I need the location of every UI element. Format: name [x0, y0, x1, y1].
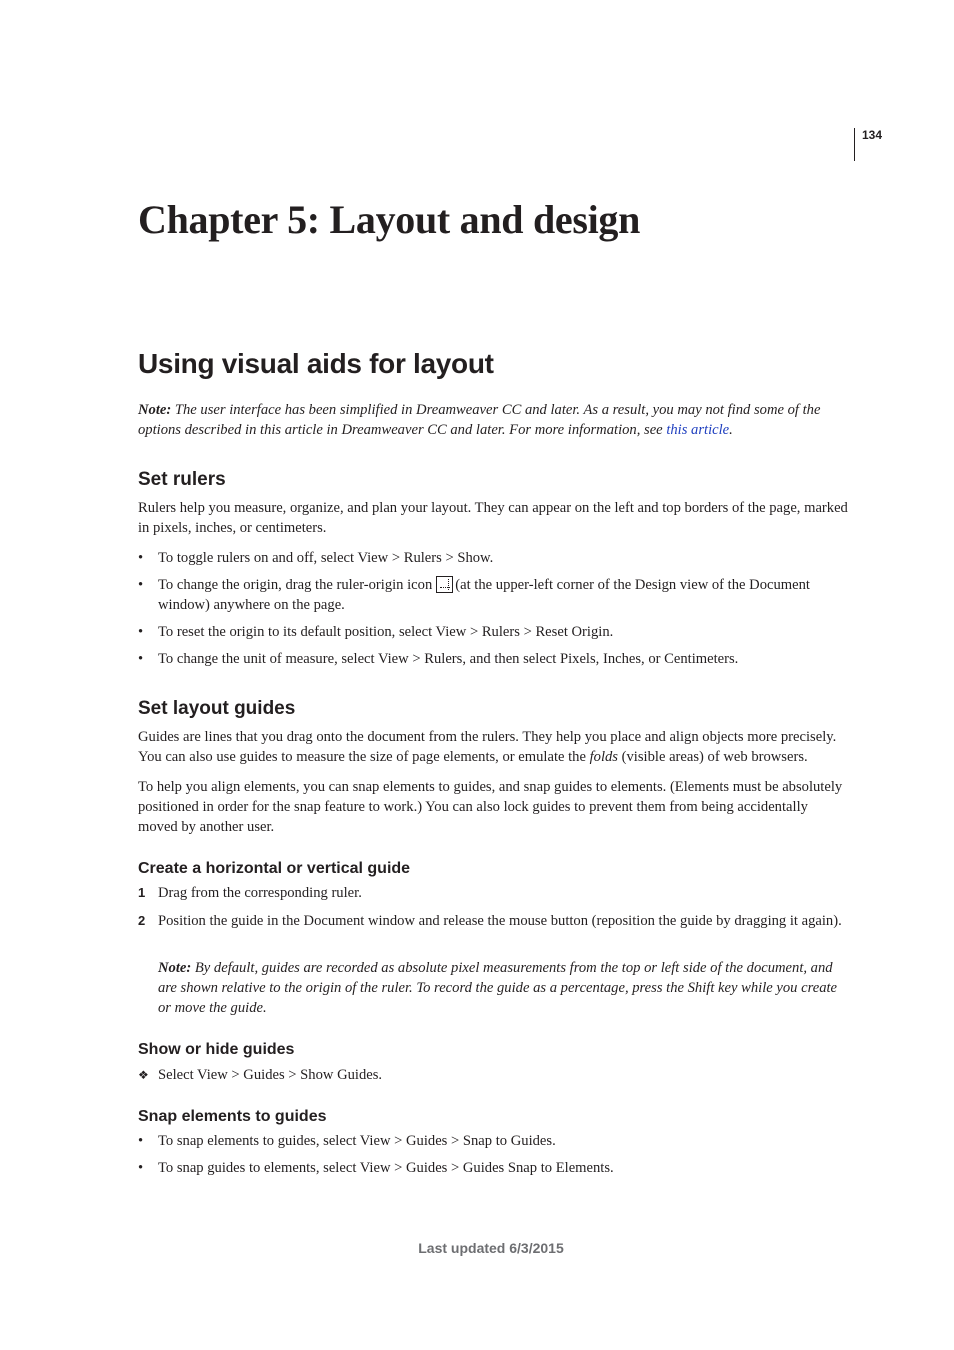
bullet-text: To change the unit of measure, select View > Rulers, and then select Pixels, Inches, or Centimeters.	[158, 651, 739, 667]
chapter-title: Chapter 5: Layout and design	[138, 197, 641, 242]
set-rulers-para: Rulers help you measure, organize, and plan your layout. They can appear on the left and top borders of the page, marked in pixels, inches, or centimeters.	[138, 500, 848, 536]
page-number: 134	[862, 128, 883, 142]
layout-guides-para-2: To help you align elements, you can snap elements to guides, and snap guides to elements. (Elements must be absolutely positioned in order for the snap feature to work.) You can also lock guides to prevent them from being accidentally moved by another user.	[138, 779, 843, 835]
section-title: Using visual aids for layout	[138, 348, 494, 379]
para-text: Guides are lines that you drag onto the document from the rulers. They help you place and align objects more precisely. You can also use guides to measure the size of page elements, or emulate the	[138, 729, 837, 765]
step-text: Select View > Guides > Show Guides.	[158, 1067, 383, 1083]
step-text: Position the guide in the Document window and release the mouse button (reposition the guide by dragging it again).	[158, 913, 842, 929]
step-number: 2	[138, 913, 146, 928]
note-text: By default, guides are recorded as absolute pixel measurements from the top or left side of the document, and are shown relative to the origin of the ruler. To record the guide as a percentage, press the Shift key while you create or move the guide.	[158, 960, 838, 1016]
this-article-link[interactable]: this article	[666, 422, 730, 438]
note-label: Note:	[158, 960, 192, 976]
set-layout-guides-heading: Set layout guides	[138, 698, 296, 719]
para-text: (visible areas) of web browsers.	[618, 749, 808, 765]
folds-emphasis: folds	[589, 749, 618, 765]
note-label: Note:	[138, 402, 172, 418]
create-guide-heading: Create a horizontal or vertical guide	[138, 860, 411, 877]
bullet-marker: •	[138, 651, 144, 667]
note-end: .	[729, 422, 733, 438]
bullet-text: To snap elements to guides, select View > Guides > Snap to Guides.	[158, 1133, 556, 1149]
note-text: The user interface has been simplified in Dreamweaver CC and later. As a result, you may not find some of the options described in this article in Dreamweaver CC and later. For more information, see	[138, 402, 821, 438]
bullet-text-part: To change the origin, drag the ruler-origin icon	[158, 577, 433, 593]
guide-note	[158, 958, 850, 1018]
ruler-origin-icon	[436, 576, 453, 593]
layout-guides-para-1	[138, 727, 850, 767]
bullet-text: To toggle rulers on and off, select View > Rulers > Show.	[158, 550, 494, 566]
intro-note	[138, 400, 850, 440]
bullet-marker: •	[138, 1133, 144, 1149]
snap-heading: Snap elements to guides	[138, 1108, 327, 1125]
diamond-bullet-icon: ❖	[138, 1068, 149, 1082]
step-number: 1	[138, 885, 146, 900]
footer-last-updated: Last updated 6/3/2015	[418, 1240, 564, 1256]
bullet-marker: •	[138, 624, 144, 640]
bullet-text: To reset the origin to its default position, select View > Rulers > Reset Origin.	[158, 624, 614, 640]
bullet-marker: •	[138, 550, 144, 566]
step-text: Drag from the corresponding ruler.	[158, 885, 362, 901]
bullet-text	[158, 575, 850, 615]
bullet-marker: •	[138, 1160, 144, 1176]
bullet-text: To snap guides to elements, select View > Guides > Guides Snap to Elements.	[158, 1160, 614, 1176]
show-hide-heading: Show or hide guides	[138, 1041, 295, 1058]
header-rule	[854, 128, 855, 161]
bullet-marker: •	[138, 577, 144, 593]
bullet-text-part: (at the upper-left corner of the Design view of the Document window) anywhere on the page.	[158, 577, 810, 613]
set-rulers-heading: Set rulers	[138, 469, 226, 490]
